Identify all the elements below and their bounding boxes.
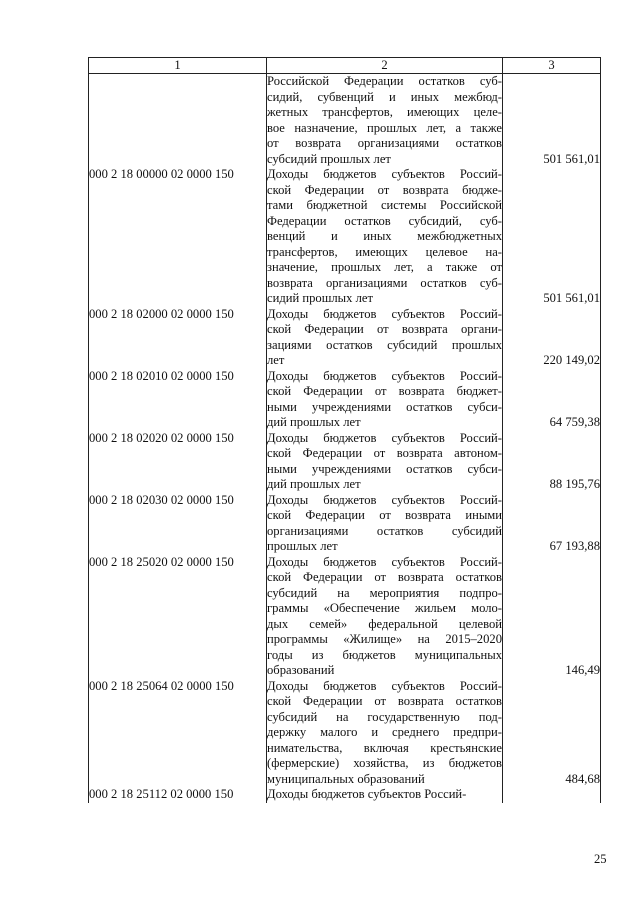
table-row	[89, 679, 601, 788]
revenue-description	[267, 555, 503, 679]
description-line: Доходы бюджетов субъектов Россий-	[267, 678, 502, 693]
amount-value: 146,49	[503, 555, 601, 679]
amount-value: 501 561,01	[503, 167, 601, 307]
table-row	[89, 555, 601, 679]
table-row	[89, 74, 601, 168]
description-line: Доходы бюджетов субъектов Россий-	[267, 787, 467, 801]
table-row	[89, 369, 601, 431]
description-line: Доходы бюджетов субъектов Россий-	[267, 368, 502, 383]
description-line: возврата организациями остатков суб-	[267, 275, 502, 290]
table-row	[89, 787, 601, 803]
amount-value: 67 193,88	[503, 493, 601, 555]
description-line: дий прошлых лет	[267, 415, 361, 429]
description-line: годы из бюджетов муниципальных	[267, 647, 502, 662]
description-line: ской Федерации от возврата иными	[267, 508, 502, 522]
description-line: ской Федерации от возврата автоном-	[267, 446, 502, 460]
description-line: ской Федерации от возврата бюджет-	[267, 384, 502, 398]
description-line: ской Федерации от возврата органи-	[267, 322, 502, 336]
description-line: зациями остатков субсидий прошлых	[267, 337, 502, 352]
description-line: лет	[267, 353, 285, 367]
description-line: ными учреждениями остатков субси-	[267, 461, 502, 476]
table-row	[89, 431, 601, 493]
amount-value: 501 561,01	[503, 74, 601, 168]
description-line: ской Федерации от возврата остатков	[267, 694, 502, 708]
revenue-description	[267, 431, 503, 493]
revenue-description	[267, 167, 503, 307]
description-line: тами бюджетной системы Российской	[267, 198, 502, 212]
revenue-description	[267, 307, 503, 369]
column-header-1: 1	[89, 58, 267, 74]
description-line: ными учреждениями остатков субси-	[267, 399, 502, 414]
budget-classification-code: 000 2 18 02000 02 0000 150	[89, 307, 267, 369]
description-line: Федерации остатков субсидий, суб-	[267, 213, 502, 228]
description-line: программы «Жилище» на 2015–2020	[267, 632, 502, 646]
budget-classification-code: 000 2 18 02020 02 0000 150	[89, 431, 267, 493]
description-line: сидий, субвенций и иных межбюд-	[267, 89, 502, 104]
table-row	[89, 493, 601, 555]
revenue-description	[267, 679, 503, 788]
description-line: нимательства, включая крестьянские	[267, 740, 502, 755]
description-line: (фермерские) хозяйства, из бюджетов	[267, 756, 502, 770]
amount-value	[503, 787, 601, 803]
column-header-2: 2	[267, 58, 503, 74]
description-line: трансфертов, имеющих целевое на-	[267, 244, 502, 259]
description-line: муниципальных образований	[267, 771, 425, 786]
amount-value: 220 149,02	[503, 307, 601, 369]
revenue-description	[267, 74, 503, 168]
description-line: от возврата организациями остатков	[267, 136, 502, 150]
description-line: Доходы бюджетов субъектов Россий-	[267, 430, 502, 445]
description-line: сидий прошлых лет	[267, 291, 373, 305]
description-line: прошлых лет	[267, 539, 338, 553]
description-line: субсидий на мероприятия подпро-	[267, 585, 502, 600]
description-line: Доходы бюджетов субъектов Россий-	[267, 554, 502, 569]
description-line: жетных трансфертов, имеющих целе-	[267, 105, 502, 119]
budget-classification-code: 000 2 18 02030 02 0000 150	[89, 493, 267, 555]
amount-value: 484,68	[503, 679, 601, 788]
description-line: дых семей» федеральной целевой	[267, 616, 502, 631]
description-line: субсидий на государственную под-	[267, 709, 502, 724]
amount-value: 88 195,76	[503, 431, 601, 493]
budget-classification-code: 000 2 18 02010 02 0000 150	[89, 369, 267, 431]
budget-classification-code: 000 2 18 25020 02 0000 150	[89, 555, 267, 679]
description-line: Российской Федерации остатков суб-	[267, 74, 502, 88]
description-line: Доходы бюджетов субъектов Россий-	[267, 306, 502, 321]
revenue-description	[267, 493, 503, 555]
budget-classification-code: 000 2 18 00000 02 0000 150	[89, 167, 267, 307]
description-line: ской Федерации от возврата бюдже-	[267, 182, 502, 197]
description-line: субсидий прошлых лет	[267, 151, 391, 166]
budget-classification-code	[89, 74, 267, 168]
budget-classification-code: 000 2 18 25064 02 0000 150	[89, 679, 267, 788]
budget-classification-code: 000 2 18 25112 02 0000 150	[89, 787, 267, 803]
description-line: дий прошлых лет	[267, 477, 361, 491]
budget-revenue-table	[88, 57, 601, 803]
description-line: венций и иных межбюджетных	[267, 229, 502, 243]
description-line: организациями остатков субсидий	[267, 523, 502, 538]
page-number: 25	[594, 852, 607, 866]
header-row	[89, 58, 601, 74]
description-line: Доходы бюджетов субъектов Россий-	[267, 167, 502, 181]
description-line: ской Федерации от возврата остатков	[267, 570, 502, 584]
description-line: образований	[267, 663, 335, 677]
table-row	[89, 307, 601, 369]
description-line: граммы «Обеспечение жильем моло-	[267, 601, 502, 615]
revenue-description	[267, 787, 503, 803]
amount-value: 64 759,38	[503, 369, 601, 431]
description-line: держку малого и среднего предпри-	[267, 725, 502, 739]
revenue-description	[267, 369, 503, 431]
description-line: значение, прошлых лет, а также от	[267, 260, 502, 274]
table-row	[89, 167, 601, 307]
description-line: вое назначение, прошлых лет, а также	[267, 120, 502, 135]
description-line: Доходы бюджетов субъектов Россий-	[267, 492, 502, 507]
column-header-3: 3	[503, 58, 601, 74]
